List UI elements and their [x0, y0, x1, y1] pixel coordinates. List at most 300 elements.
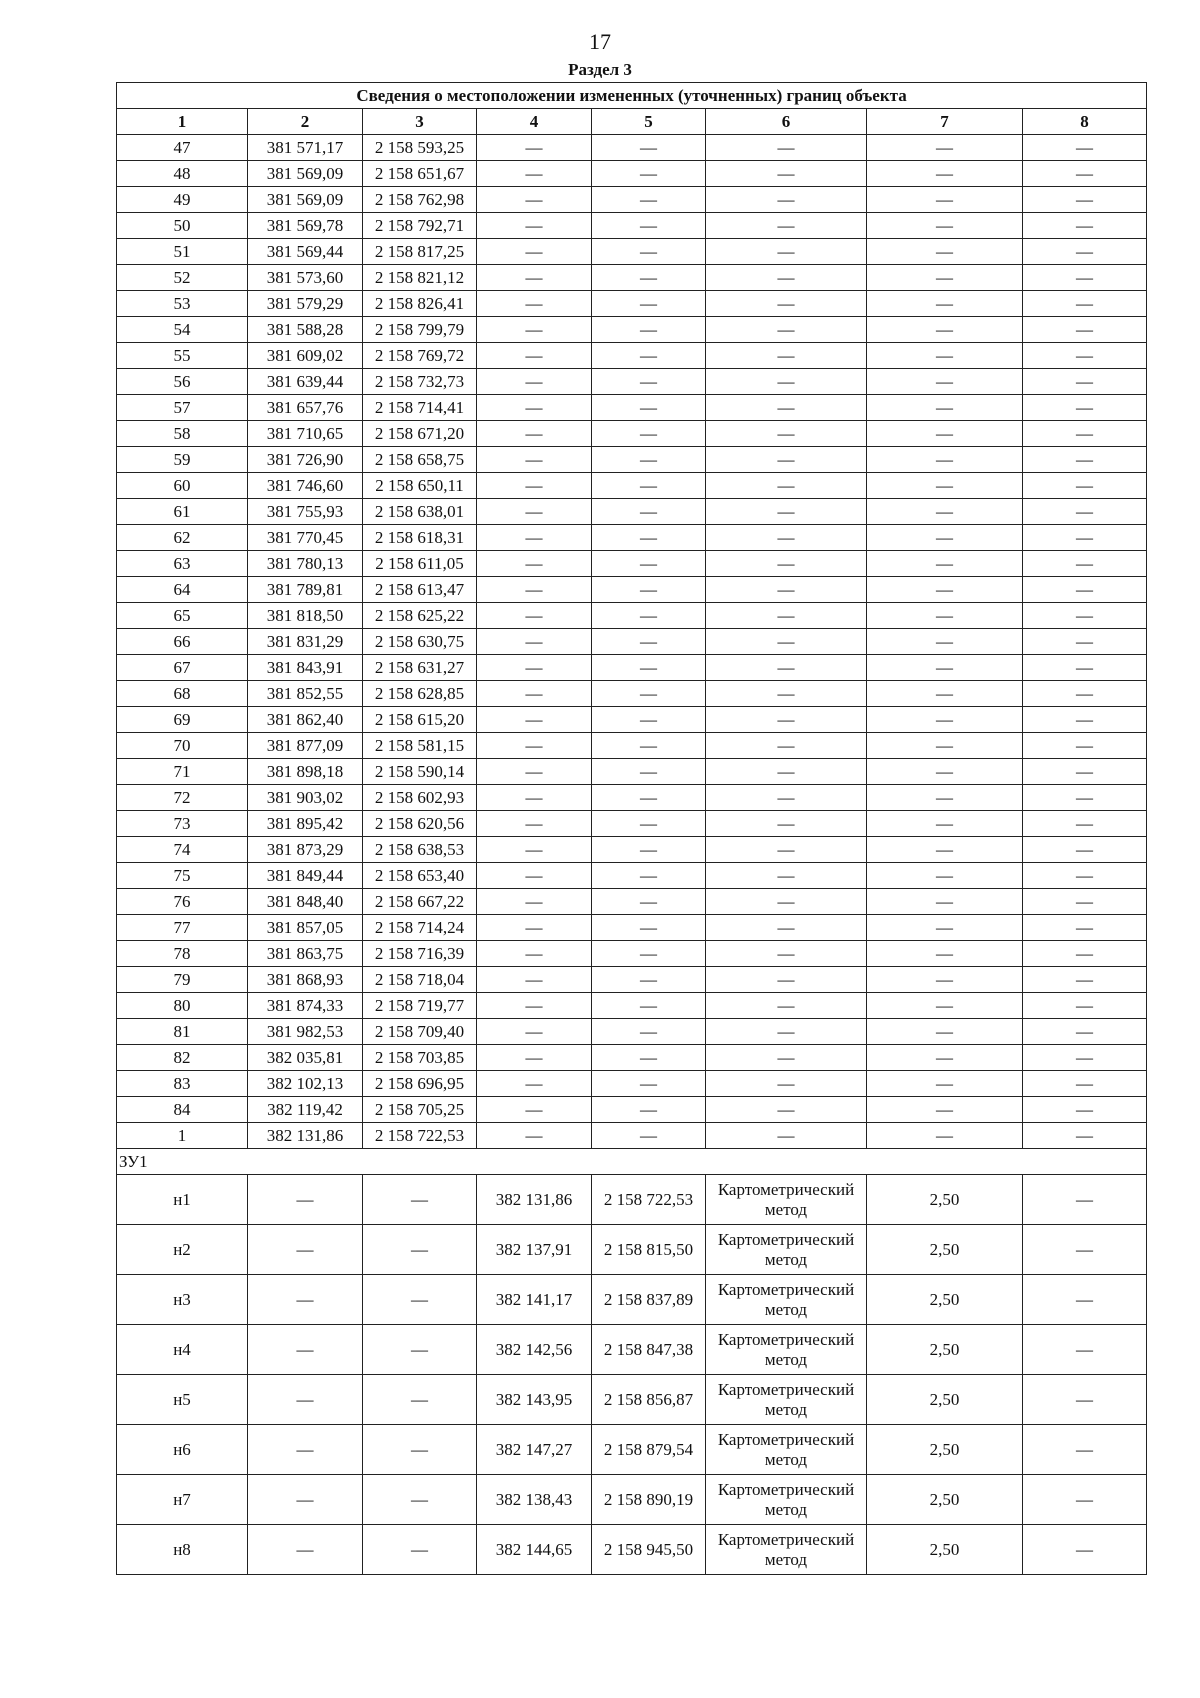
empty-dash: —	[867, 811, 1023, 837]
empty-dash: —	[477, 135, 592, 161]
point-id: 56	[117, 369, 248, 395]
point-id: 71	[117, 759, 248, 785]
point-id: 66	[117, 629, 248, 655]
empty-dash: —	[477, 629, 592, 655]
point-id: 73	[117, 811, 248, 837]
empty-dash: —	[248, 1225, 363, 1275]
empty-dash: —	[477, 1045, 592, 1071]
point-id: 69	[117, 707, 248, 733]
column-header-7: 7	[867, 109, 1023, 135]
new-x-coordinate: 382 138,43	[477, 1475, 592, 1525]
empty-dash: —	[1023, 291, 1147, 317]
existing-x-coordinate: 381 848,40	[248, 889, 363, 915]
existing-y-coordinate: 2 158 799,79	[363, 317, 477, 343]
empty-dash: —	[706, 1071, 867, 1097]
new-y-coordinate: 2 158 856,87	[592, 1375, 706, 1425]
existing-x-coordinate: 381 657,76	[248, 395, 363, 421]
existing-y-coordinate: 2 158 658,75	[363, 447, 477, 473]
existing-x-coordinate: 381 571,17	[248, 135, 363, 161]
empty-dash: —	[867, 915, 1023, 941]
empty-dash: —	[477, 733, 592, 759]
empty-dash: —	[477, 525, 592, 551]
existing-y-coordinate: 2 158 719,77	[363, 993, 477, 1019]
new-x-coordinate: 382 144,65	[477, 1525, 592, 1575]
table-row	[117, 317, 1147, 343]
existing-x-coordinate: 382 102,13	[248, 1071, 363, 1097]
point-id: 49	[117, 187, 248, 213]
table-row	[117, 421, 1147, 447]
point-id: 51	[117, 239, 248, 265]
empty-dash: —	[592, 1071, 706, 1097]
empty-dash: —	[592, 473, 706, 499]
empty-dash: —	[1023, 239, 1147, 265]
empty-dash: —	[1023, 993, 1147, 1019]
empty-dash: —	[706, 447, 867, 473]
empty-dash: —	[867, 1097, 1023, 1123]
new-y-coordinate: 2 158 879,54	[592, 1425, 706, 1475]
existing-y-coordinate: 2 158 732,73	[363, 369, 477, 395]
empty-dash: —	[706, 993, 867, 1019]
empty-dash: —	[477, 863, 592, 889]
existing-y-coordinate: 2 158 613,47	[363, 577, 477, 603]
empty-dash: —	[1023, 499, 1147, 525]
determination-method: Картометрический метод	[706, 1475, 867, 1525]
empty-dash: —	[248, 1325, 363, 1375]
point-id: 81	[117, 1019, 248, 1045]
empty-dash: —	[592, 941, 706, 967]
existing-x-coordinate: 381 588,28	[248, 317, 363, 343]
accuracy-value: 2,50	[867, 1175, 1023, 1225]
empty-dash: —	[592, 733, 706, 759]
empty-dash: —	[592, 577, 706, 603]
table-row	[117, 1045, 1147, 1071]
empty-dash: —	[706, 421, 867, 447]
table-row	[117, 239, 1147, 265]
empty-dash: —	[248, 1275, 363, 1325]
empty-dash: —	[1023, 1525, 1147, 1575]
empty-dash: —	[1023, 1175, 1147, 1225]
empty-dash: —	[363, 1275, 477, 1325]
table-row	[117, 1123, 1147, 1149]
new-y-coordinate: 2 158 847,38	[592, 1325, 706, 1375]
table-row	[117, 1325, 1147, 1375]
empty-dash: —	[477, 993, 592, 1019]
point-id: 83	[117, 1071, 248, 1097]
existing-x-coordinate: 381 898,18	[248, 759, 363, 785]
existing-y-coordinate: 2 158 718,04	[363, 967, 477, 993]
point-id: 53	[117, 291, 248, 317]
empty-dash: —	[477, 681, 592, 707]
empty-dash: —	[592, 395, 706, 421]
empty-dash: —	[477, 967, 592, 993]
existing-y-coordinate: 2 158 625,22	[363, 603, 477, 629]
empty-dash: —	[867, 1019, 1023, 1045]
empty-dash: —	[867, 447, 1023, 473]
empty-dash: —	[706, 941, 867, 967]
table-row	[117, 343, 1147, 369]
existing-x-coordinate: 382 119,42	[248, 1097, 363, 1123]
empty-dash: —	[706, 1019, 867, 1045]
empty-dash: —	[592, 915, 706, 941]
empty-dash: —	[706, 707, 867, 733]
point-id: н7	[117, 1475, 248, 1525]
empty-dash: —	[1023, 265, 1147, 291]
empty-dash: —	[592, 837, 706, 863]
empty-dash: —	[867, 265, 1023, 291]
existing-y-coordinate: 2 158 671,20	[363, 421, 477, 447]
empty-dash: —	[1023, 1425, 1147, 1475]
existing-x-coordinate: 381 849,44	[248, 863, 363, 889]
column-header-5: 5	[592, 109, 706, 135]
point-id: н8	[117, 1525, 248, 1575]
empty-dash: —	[706, 395, 867, 421]
empty-dash: —	[592, 369, 706, 395]
determination-method: Картометрический метод	[706, 1175, 867, 1225]
empty-dash: —	[1023, 1325, 1147, 1375]
empty-dash: —	[592, 889, 706, 915]
empty-dash: —	[1023, 343, 1147, 369]
empty-dash: —	[363, 1225, 477, 1275]
empty-dash: —	[477, 785, 592, 811]
boundary-coordinates-table	[116, 82, 1147, 1575]
empty-dash: —	[592, 525, 706, 551]
table-row	[117, 1475, 1147, 1525]
existing-x-coordinate: 381 857,05	[248, 915, 363, 941]
empty-dash: —	[477, 447, 592, 473]
determination-method: Картометрический метод	[706, 1325, 867, 1375]
empty-dash: —	[706, 291, 867, 317]
table-row	[117, 1071, 1147, 1097]
existing-x-coordinate: 381 639,44	[248, 369, 363, 395]
empty-dash: —	[477, 291, 592, 317]
empty-dash: —	[867, 707, 1023, 733]
new-y-coordinate: 2 158 837,89	[592, 1275, 706, 1325]
point-id: 72	[117, 785, 248, 811]
existing-x-coordinate: 382 035,81	[248, 1045, 363, 1071]
empty-dash: —	[706, 1123, 867, 1149]
new-x-coordinate: 382 131,86	[477, 1175, 592, 1225]
determination-method: Картометрический метод	[706, 1375, 867, 1425]
point-id: 80	[117, 993, 248, 1019]
empty-dash: —	[706, 603, 867, 629]
table-row	[117, 993, 1147, 1019]
empty-dash: —	[867, 655, 1023, 681]
table-row	[117, 135, 1147, 161]
empty-dash: —	[477, 811, 592, 837]
accuracy-value: 2,50	[867, 1375, 1023, 1425]
empty-dash: —	[592, 135, 706, 161]
empty-dash: —	[706, 135, 867, 161]
empty-dash: —	[706, 473, 867, 499]
empty-dash: —	[477, 369, 592, 395]
new-x-coordinate: 382 141,17	[477, 1275, 592, 1325]
existing-x-coordinate: 381 755,93	[248, 499, 363, 525]
table-row	[117, 1019, 1147, 1045]
table-row	[117, 1275, 1147, 1325]
empty-dash: —	[477, 603, 592, 629]
point-id: 50	[117, 213, 248, 239]
empty-dash: —	[867, 759, 1023, 785]
empty-dash: —	[363, 1175, 477, 1225]
point-id: 84	[117, 1097, 248, 1123]
point-id: 60	[117, 473, 248, 499]
empty-dash: —	[706, 811, 867, 837]
empty-dash: —	[867, 135, 1023, 161]
new-x-coordinate: 382 147,27	[477, 1425, 592, 1475]
empty-dash: —	[477, 395, 592, 421]
existing-x-coordinate: 381 843,91	[248, 655, 363, 681]
table-row	[117, 811, 1147, 837]
existing-x-coordinate: 381 818,50	[248, 603, 363, 629]
table-row	[117, 551, 1147, 577]
point-id: 55	[117, 343, 248, 369]
existing-y-coordinate: 2 158 618,31	[363, 525, 477, 551]
existing-x-coordinate: 381 852,55	[248, 681, 363, 707]
empty-dash: —	[706, 889, 867, 915]
existing-x-coordinate: 381 726,90	[248, 447, 363, 473]
existing-y-coordinate: 2 158 714,24	[363, 915, 477, 941]
existing-x-coordinate: 381 863,75	[248, 941, 363, 967]
empty-dash: —	[867, 1123, 1023, 1149]
group-label: ЗУ1	[117, 1149, 1147, 1175]
new-x-coordinate: 382 142,56	[477, 1325, 592, 1375]
empty-dash: —	[592, 187, 706, 213]
empty-dash: —	[477, 577, 592, 603]
empty-dash: —	[706, 343, 867, 369]
empty-dash: —	[706, 499, 867, 525]
existing-x-coordinate: 381 982,53	[248, 1019, 363, 1045]
point-id: 58	[117, 421, 248, 447]
table-row	[117, 1175, 1147, 1225]
table-row	[117, 681, 1147, 707]
empty-dash: —	[592, 1123, 706, 1149]
empty-dash: —	[592, 811, 706, 837]
existing-x-coordinate: 381 710,65	[248, 421, 363, 447]
empty-dash: —	[592, 681, 706, 707]
existing-y-coordinate: 2 158 762,98	[363, 187, 477, 213]
empty-dash: —	[592, 213, 706, 239]
accuracy-value: 2,50	[867, 1225, 1023, 1275]
table-row	[117, 1375, 1147, 1425]
empty-dash: —	[592, 863, 706, 889]
point-id: 82	[117, 1045, 248, 1071]
table-row	[117, 629, 1147, 655]
empty-dash: —	[1023, 655, 1147, 681]
empty-dash: —	[363, 1475, 477, 1525]
empty-dash: —	[477, 421, 592, 447]
empty-dash: —	[592, 265, 706, 291]
point-id: 63	[117, 551, 248, 577]
table-row	[117, 369, 1147, 395]
point-id: н1	[117, 1175, 248, 1225]
empty-dash: —	[706, 551, 867, 577]
empty-dash: —	[592, 291, 706, 317]
empty-dash: —	[592, 161, 706, 187]
existing-y-coordinate: 2 158 590,14	[363, 759, 477, 785]
table-row	[117, 967, 1147, 993]
empty-dash: —	[706, 759, 867, 785]
empty-dash: —	[592, 343, 706, 369]
existing-x-coordinate: 381 874,33	[248, 993, 363, 1019]
empty-dash: —	[1023, 889, 1147, 915]
table-row	[117, 889, 1147, 915]
empty-dash: —	[867, 213, 1023, 239]
table-row	[117, 577, 1147, 603]
existing-y-coordinate: 2 158 703,85	[363, 1045, 477, 1071]
existing-x-coordinate: 381 609,02	[248, 343, 363, 369]
empty-dash: —	[867, 967, 1023, 993]
empty-dash: —	[592, 1097, 706, 1123]
existing-y-coordinate: 2 158 653,40	[363, 863, 477, 889]
page-number: 17	[589, 29, 611, 54]
column-header-1: 1	[117, 109, 248, 135]
accuracy-value: 2,50	[867, 1325, 1023, 1375]
existing-x-coordinate: 381 831,29	[248, 629, 363, 655]
existing-y-coordinate: 2 158 650,11	[363, 473, 477, 499]
empty-dash: —	[867, 291, 1023, 317]
determination-method: Картометрический метод	[706, 1225, 867, 1275]
empty-dash: —	[1023, 1275, 1147, 1325]
table-row	[117, 1425, 1147, 1475]
empty-dash: —	[867, 603, 1023, 629]
existing-x-coordinate: 381 877,09	[248, 733, 363, 759]
empty-dash: —	[1023, 1019, 1147, 1045]
empty-dash: —	[592, 447, 706, 473]
empty-dash: —	[1023, 1375, 1147, 1425]
empty-dash: —	[1023, 421, 1147, 447]
table-row	[117, 603, 1147, 629]
table-row	[117, 187, 1147, 213]
empty-dash: —	[1023, 915, 1147, 941]
point-id: 48	[117, 161, 248, 187]
empty-dash: —	[867, 239, 1023, 265]
empty-dash: —	[867, 681, 1023, 707]
column-header-3: 3	[363, 109, 477, 135]
empty-dash: —	[867, 499, 1023, 525]
empty-dash: —	[363, 1425, 477, 1475]
empty-dash: —	[477, 187, 592, 213]
point-id: 70	[117, 733, 248, 759]
existing-x-coordinate: 381 780,13	[248, 551, 363, 577]
empty-dash: —	[592, 1045, 706, 1071]
empty-dash: —	[867, 395, 1023, 421]
existing-y-coordinate: 2 158 709,40	[363, 1019, 477, 1045]
accuracy-value: 2,50	[867, 1425, 1023, 1475]
point-id: 76	[117, 889, 248, 915]
existing-x-coordinate: 381 569,44	[248, 239, 363, 265]
existing-x-coordinate: 381 579,29	[248, 291, 363, 317]
existing-y-coordinate: 2 158 611,05	[363, 551, 477, 577]
empty-dash: —	[867, 551, 1023, 577]
existing-y-coordinate: 2 158 705,25	[363, 1097, 477, 1123]
empty-dash: —	[706, 317, 867, 343]
empty-dash: —	[248, 1375, 363, 1425]
column-header-2: 2	[248, 109, 363, 135]
table-row	[117, 1225, 1147, 1275]
empty-dash: —	[706, 369, 867, 395]
group-row	[117, 1149, 1147, 1175]
existing-y-coordinate: 2 158 593,25	[363, 135, 477, 161]
existing-y-coordinate: 2 158 638,01	[363, 499, 477, 525]
empty-dash: —	[1023, 369, 1147, 395]
empty-dash: —	[477, 317, 592, 343]
existing-x-coordinate: 381 569,78	[248, 213, 363, 239]
existing-y-coordinate: 2 158 667,22	[363, 889, 477, 915]
existing-y-coordinate: 2 158 581,15	[363, 733, 477, 759]
point-id: 64	[117, 577, 248, 603]
existing-y-coordinate: 2 158 714,41	[363, 395, 477, 421]
empty-dash: —	[706, 265, 867, 291]
empty-dash: —	[1023, 1123, 1147, 1149]
empty-dash: —	[592, 655, 706, 681]
existing-x-coordinate: 382 131,86	[248, 1123, 363, 1149]
point-id: 68	[117, 681, 248, 707]
table-row	[117, 1097, 1147, 1123]
column-header-4: 4	[477, 109, 592, 135]
empty-dash: —	[1023, 551, 1147, 577]
existing-x-coordinate: 381 873,29	[248, 837, 363, 863]
empty-dash: —	[592, 629, 706, 655]
existing-y-coordinate: 2 158 602,93	[363, 785, 477, 811]
empty-dash: —	[1023, 811, 1147, 837]
existing-y-coordinate: 2 158 631,27	[363, 655, 477, 681]
empty-dash: —	[867, 629, 1023, 655]
empty-dash: —	[477, 161, 592, 187]
empty-dash: —	[706, 967, 867, 993]
empty-dash: —	[1023, 135, 1147, 161]
existing-x-coordinate: 381 789,81	[248, 577, 363, 603]
point-id: 74	[117, 837, 248, 863]
existing-x-coordinate: 381 868,93	[248, 967, 363, 993]
empty-dash: —	[592, 551, 706, 577]
existing-y-coordinate: 2 158 716,39	[363, 941, 477, 967]
existing-y-coordinate: 2 158 722,53	[363, 1123, 477, 1149]
table-row	[117, 161, 1147, 187]
point-id: н5	[117, 1375, 248, 1425]
empty-dash: —	[1023, 785, 1147, 811]
accuracy-value: 2,50	[867, 1275, 1023, 1325]
column-header-6: 6	[706, 109, 867, 135]
empty-dash: —	[706, 161, 867, 187]
point-id: 54	[117, 317, 248, 343]
existing-x-coordinate: 381 895,42	[248, 811, 363, 837]
empty-dash: —	[248, 1475, 363, 1525]
empty-dash: —	[706, 785, 867, 811]
empty-dash: —	[477, 1019, 592, 1045]
existing-y-coordinate: 2 158 638,53	[363, 837, 477, 863]
empty-dash: —	[1023, 1045, 1147, 1071]
empty-dash: —	[1023, 681, 1147, 707]
empty-dash: —	[706, 655, 867, 681]
empty-dash: —	[867, 161, 1023, 187]
point-id: н4	[117, 1325, 248, 1375]
point-id: н3	[117, 1275, 248, 1325]
empty-dash: —	[363, 1525, 477, 1575]
point-id: 52	[117, 265, 248, 291]
empty-dash: —	[592, 239, 706, 265]
existing-y-coordinate: 2 158 792,71	[363, 213, 477, 239]
empty-dash: —	[706, 239, 867, 265]
empty-dash: —	[477, 915, 592, 941]
determination-method: Картометрический метод	[706, 1425, 867, 1475]
empty-dash: —	[477, 655, 592, 681]
table-row	[117, 395, 1147, 421]
existing-x-coordinate: 381 903,02	[248, 785, 363, 811]
determination-method: Картометрический метод	[706, 1275, 867, 1325]
table-row	[117, 499, 1147, 525]
empty-dash: —	[1023, 837, 1147, 863]
new-y-coordinate: 2 158 815,50	[592, 1225, 706, 1275]
